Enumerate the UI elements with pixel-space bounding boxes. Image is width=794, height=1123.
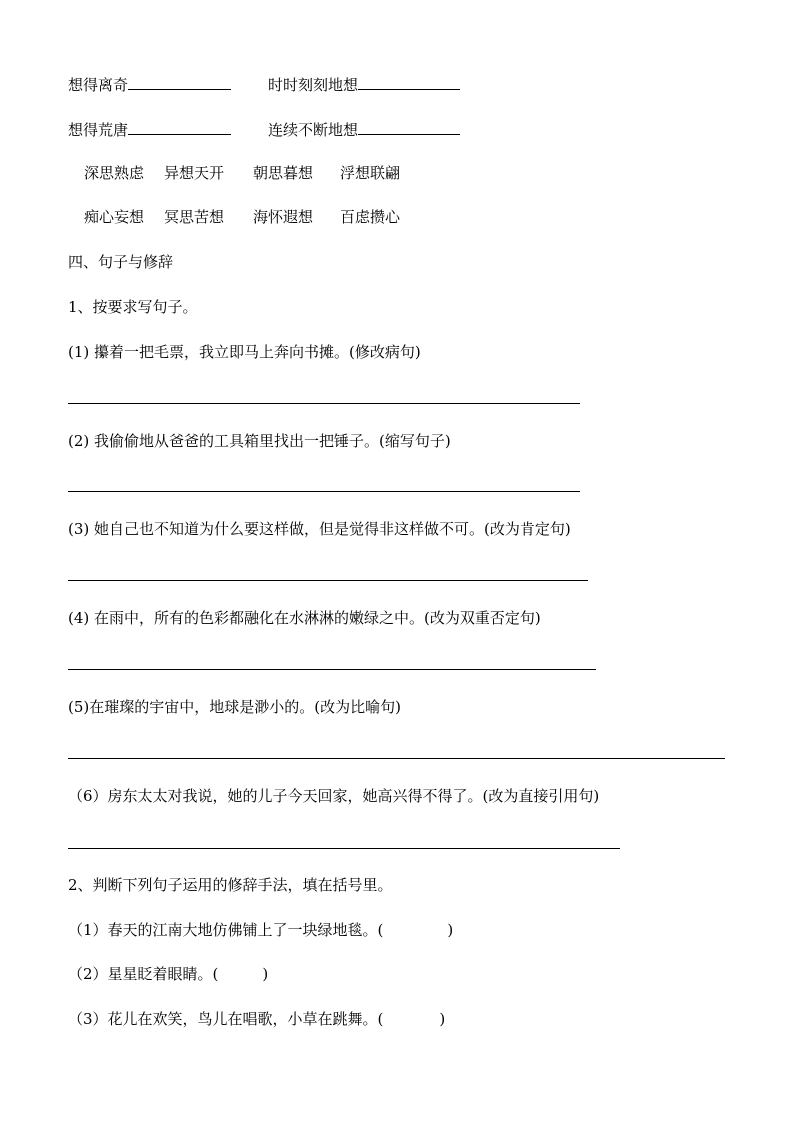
- rhetoric-text-2: （2）星星眨着眼睛。(: [68, 965, 219, 983]
- paren-close-3: ): [439, 1010, 446, 1028]
- idiom-4: 浮想联翩: [340, 164, 401, 182]
- paren-close-1: ): [447, 921, 454, 939]
- rhetoric-text-3: （3）花儿在欢笑，鸟儿在唱歌，小草在跳舞。(: [68, 1010, 384, 1028]
- question-5: (5)在璀璨的宇宙中，地球是渺小的。(改为比喻句): [68, 698, 401, 716]
- answer-line-1[interactable]: [68, 403, 580, 404]
- answer-blank-4[interactable]: [358, 119, 460, 135]
- match-row-1-right: [268, 74, 460, 94]
- match-row-2: [68, 119, 231, 139]
- match-row-2-right: [268, 119, 460, 139]
- answer-line-2[interactable]: [68, 491, 580, 492]
- question-2: (2) 我偷偷地从爸爸的工具箱里找出一把锤子。(缩写句子): [68, 432, 451, 450]
- match-left-1: 想得离奇: [68, 76, 129, 94]
- question-4: (4) 在雨中，所有的色彩都融化在水淋淋的嫩绿之中。(改为双重否定句): [68, 609, 541, 627]
- section-title: 四、句子与修辞: [68, 253, 174, 271]
- match-left-2: 想得荒唐: [68, 121, 129, 139]
- question-3: (3) 她自己也不知道为什么要这样做，但是觉得非这样做不可。(改为肯定句): [68, 520, 571, 538]
- answer-line-4[interactable]: [68, 669, 596, 670]
- idiom-8: 百虑攒心: [340, 208, 401, 226]
- match-right-2: 连续不断地想: [268, 121, 359, 139]
- idiom-1: 深思熟虑: [84, 164, 145, 182]
- question-1: (1) 攥着一把毛票，我立即马上奔向书摊。(修改病句): [68, 343, 421, 361]
- answer-blank-3[interactable]: [128, 119, 231, 135]
- match-row-1: [68, 74, 231, 94]
- answer-line-6[interactable]: [68, 848, 620, 849]
- answer-line-3[interactable]: [68, 580, 588, 581]
- rhetoric-item-1: [68, 921, 453, 939]
- rhetoric-item-3: [68, 1010, 445, 1028]
- rhetoric-text-1: （1）春天的江南大地仿佛铺上了一块绿地毯。(: [68, 921, 384, 939]
- idiom-2: 异想天开: [164, 164, 225, 182]
- part2-heading: 2、判断下列句子运用的修辞手法，填在括号里。: [68, 876, 393, 894]
- question-6: （6）房东太太对我说，她的儿子今天回家，她高兴得不得了。(改为直接引用句): [68, 787, 600, 805]
- answer-blank-2[interactable]: [358, 74, 460, 90]
- idiom-5: 痴心妄想: [84, 208, 145, 226]
- paren-close-2: ): [262, 965, 269, 983]
- rhetoric-item-2: [68, 965, 268, 983]
- answer-blank-1[interactable]: [128, 74, 231, 90]
- idiom-6: 冥思苦想: [164, 208, 225, 226]
- match-right-1: 时时刻刻地想: [268, 76, 359, 94]
- idiom-7: 海怀遐想: [253, 208, 314, 226]
- idiom-3: 朝思暮想: [253, 164, 314, 182]
- part1-heading: 1、按要求写句子。: [68, 298, 198, 316]
- answer-line-5[interactable]: [68, 758, 725, 759]
